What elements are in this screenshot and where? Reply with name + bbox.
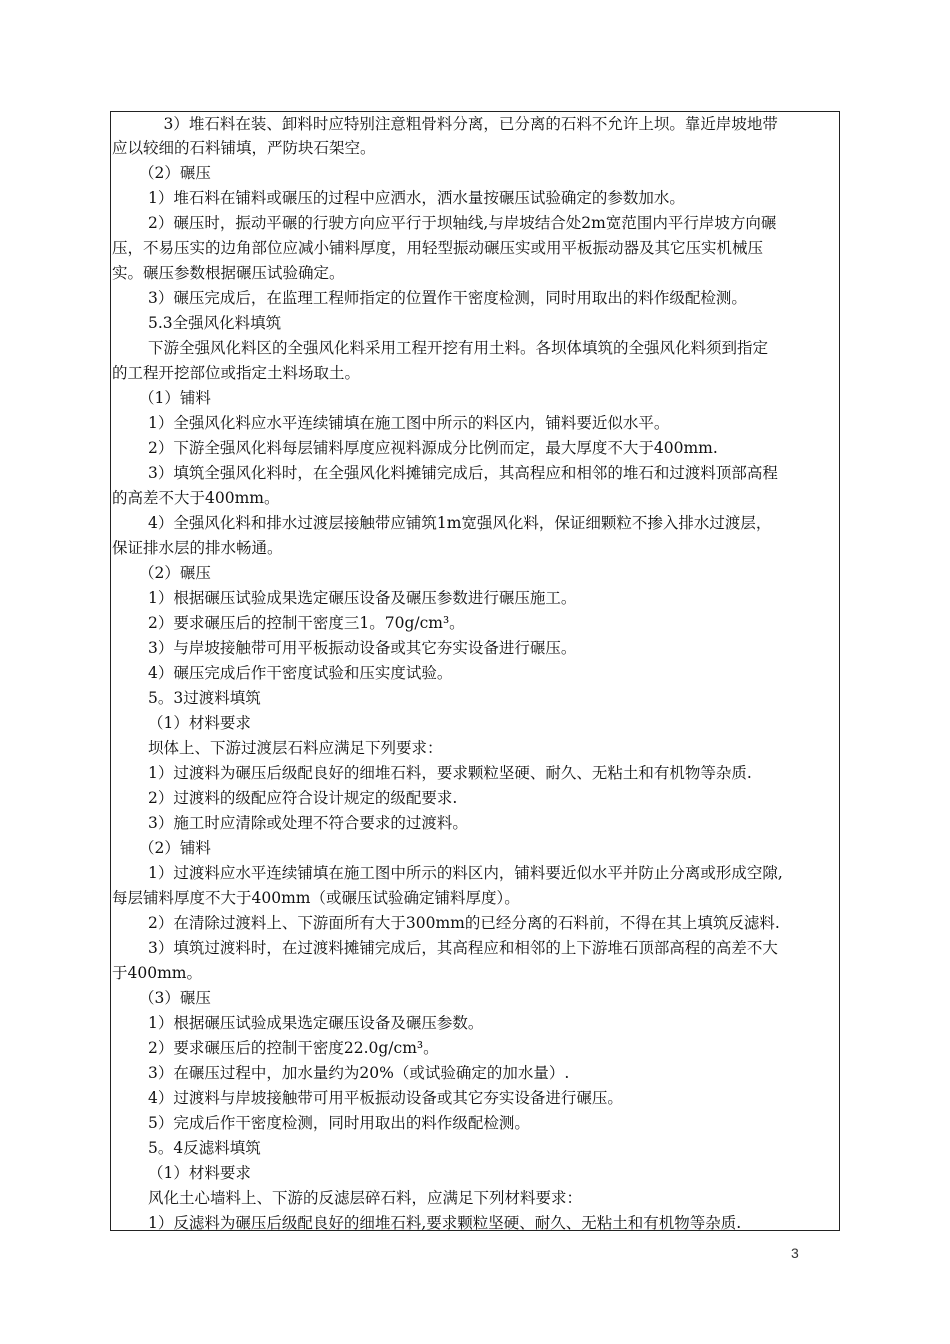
text-line: 2）下游全强风化料每层铺料厚度应视料源成分比例而定，最大厚度不大于400mm. <box>148 439 718 457</box>
text-line: 实。碾压参数根据碾压试验确定。 <box>112 264 345 282</box>
text-line: 每层铺料厚度不大于400mm（或碾压试验确定铺料厚度）。 <box>112 889 520 907</box>
text-line: （1）铺料 <box>139 389 211 407</box>
text-line: 1）堆石料在铺料或碾压的过程中应洒水，洒水量按碾压试验确定的参数加水。 <box>148 189 685 207</box>
text-line: 3）填筑过渡料时，在过渡料摊铺完成后，其高程应和相邻的上下游堆石顶部高程的高差不大 <box>148 939 778 957</box>
text-line: 4）全强风化料和排水过渡层接触带应铺筑1m宽强风化料，保证细颗粒不掺入排水过渡层， <box>148 514 772 532</box>
page-number: 3 <box>791 1245 799 1261</box>
text-line: 压，不易压实的边角部位应减小铺料厚度，用轻型振动碾压实或用平板振动器及其它压实机械压 <box>112 239 764 257</box>
text-line: 2）在清除过渡料上、下游面所有大于300mm的已经分离的石料前，不得在其上填筑反滤料. <box>148 914 780 932</box>
text-line: （1）材料要求 <box>148 1164 251 1182</box>
text-line: 的工程开挖部位或指定土料场取土。 <box>112 364 361 382</box>
text-line: （2）碾压 <box>139 564 211 582</box>
text-line: （3）碾压 <box>139 989 211 1007</box>
section-heading: 5.3全强风化料填筑 <box>148 314 282 332</box>
text-line: 3）填筑全强风化料时，在全强风化料摊铺完成后，其高程应和相邻的堆石和过渡料顶部高程 <box>148 464 778 482</box>
text-line: 5）完成后作干密度检测，同时用取出的料作级配检测。 <box>148 1114 530 1132</box>
text-line: 于400mm。 <box>112 964 202 982</box>
section-heading: 5。4反滤料填筑 <box>148 1139 261 1157</box>
text-line: 1）根据碾压试验成果选定碾压设备及碾压参数。 <box>148 1014 484 1032</box>
text-line: 2）要求碾压后的控制干密度22.0g/cm³。 <box>148 1039 439 1057</box>
text-line: 4）过渡料与岸坡接触带可用平板振动设备或其它夯实设备进行碾压。 <box>148 1089 623 1107</box>
text-line: 3）碾压完成后，在监理工程师指定的位置作干密度检测，同时用取出的料作级配检测。 <box>148 289 747 307</box>
text-line: 2）要求碾压后的控制干密度三1。70g/cm³。 <box>148 614 465 632</box>
text-line: 3）在碾压过程中，加水量约为20%（或试验确定的加水量）. <box>148 1064 570 1082</box>
text-line: 1）全强风化料应水平连续铺填在施工图中所示的料区内，铺料要近似水平。 <box>148 414 670 432</box>
text-line: 2）碾压时，振动平碾的行驶方向应平行于坝轴线,与岸坡结合处2m宽范围内平行岸坡方向碾 <box>148 214 777 232</box>
text-line: 1）过渡料为碾压后级配良好的细堆石料，要求颗粒坚硬、耐久、无粘土和有机物等杂质. <box>148 764 752 782</box>
text-line: 3）堆石料在装、卸料时应特别注意粗骨料分离，已分离的石料不允许上坝。靠近岸坡地带 <box>148 115 778 133</box>
text-line: 的高差不大于400mm。 <box>112 489 280 507</box>
text-line: （2）碾压 <box>139 164 211 182</box>
text-line: 3）施工时应清除或处理不符合要求的过渡料。 <box>148 814 468 832</box>
text-line: 应以较细的石料铺填，严防块石架空。 <box>112 139 376 157</box>
text-line: 1）反滤料为碾压后级配良好的细堆石料,要求颗粒坚硬、耐久、无粘土和有机物等杂质. <box>148 1214 742 1232</box>
section-heading: 5。3过渡料填筑 <box>148 689 261 707</box>
text-line: （1）材料要求 <box>148 714 251 732</box>
text-line: 3）与岸坡接触带可用平板振动设备或其它夯实设备进行碾压。 <box>148 639 577 657</box>
text-line: 4）碾压完成后作干密度试验和压实度试验。 <box>148 664 453 682</box>
text-line: 2）过渡料的级配应符合设计规定的级配要求. <box>148 789 458 807</box>
text-line: 保证排水层的排水畅通。 <box>112 539 283 557</box>
text-line: 风化土心墙料上、下游的反滤层碎石料，应满足下列材料要求： <box>148 1189 583 1207</box>
text-line: （2）铺料 <box>139 839 211 857</box>
text-line: 坝体上、下游过渡层石料应满足下列要求： <box>148 739 443 757</box>
text-line: 1）过渡料应水平连续铺填在施工图中所示的料区内，铺料要近似水平并防止分离或形成空隙, <box>148 864 783 882</box>
text-line: 下游全强风化料区的全强风化料采用工程开挖有用土料。各坝体填筑的全强风化料须到指定 <box>148 339 769 357</box>
text-line: 1）根据碾压试验成果选定碾压设备及碾压参数进行碾压施工。 <box>148 589 577 607</box>
